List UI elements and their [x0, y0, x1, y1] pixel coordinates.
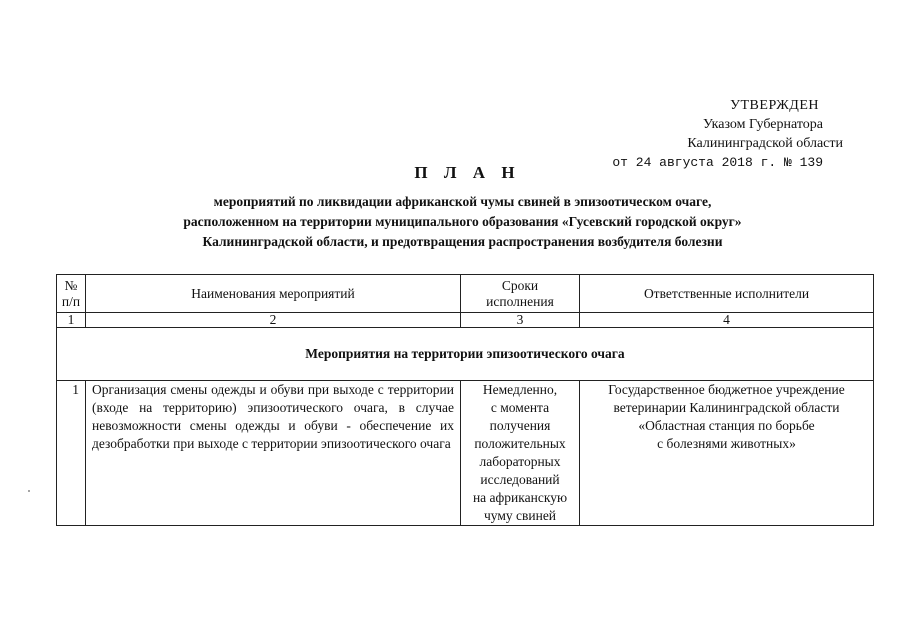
column-number: 2	[86, 313, 461, 328]
header-terms	[461, 275, 580, 313]
decree-label: Указом Губернатора	[702, 117, 823, 132]
scan-speck	[28, 490, 30, 492]
column-number: 4	[580, 313, 874, 328]
header-row	[57, 275, 874, 313]
subtitle-line: мероприятий по ликвидации африканской чумы свиней в эпизоотическом очаге,	[213, 194, 712, 209]
table-row	[57, 381, 874, 526]
subtitle-line: расположенном на территории муниципального образования «Гусевский городской округ»	[183, 214, 742, 229]
column-number-row	[57, 313, 874, 328]
header-responsible: Ответственные исполнители	[580, 275, 874, 313]
section-row	[57, 328, 874, 381]
row-activity: Организация смены одежды и обуви при выходе с территории (входе на территорию) эпизоотического очага, в случае невозможности смены одежды и обуви - обеспечение их дезобработки при выходе с территории эпизоотического очага	[86, 381, 461, 526]
header-num	[57, 275, 86, 313]
header-name: Наименования мероприятий	[86, 275, 461, 313]
responsible-line: с болезнями животных»	[657, 436, 796, 451]
section-title: Мероприятия на территории эпизоотического очага	[57, 328, 874, 381]
plan-table	[56, 274, 874, 526]
terms-line: положительных	[474, 436, 566, 451]
row-terms	[461, 381, 580, 526]
column-number: 1	[57, 313, 86, 328]
terms-line: на африканскую	[472, 490, 568, 505]
approval-block	[612, 96, 843, 172]
terms-line: лабораторных	[479, 454, 561, 469]
terms-line: с момента	[490, 400, 550, 415]
header-terms-line: Сроки	[501, 277, 539, 293]
terms-line: получения	[489, 418, 551, 433]
row-responsible	[580, 381, 874, 526]
region-label: Калининградской области	[687, 136, 843, 151]
approved-label: УТВЕРЖДЕН	[730, 98, 819, 113]
terms-line: исследований	[480, 472, 560, 487]
plan-title: П Л А Н	[414, 163, 521, 182]
header-num-line: №	[64, 277, 78, 293]
column-number: 3	[461, 313, 580, 328]
header-terms-line: исполнения	[486, 293, 554, 309]
responsible-line: «Областная станция по борьбе	[638, 418, 815, 433]
responsible-line: ветеринарии Калининградской области	[613, 400, 840, 415]
header-num-line: п/п	[61, 293, 81, 309]
plan-subtitle	[0, 192, 905, 252]
terms-line: чуму свиней	[483, 508, 557, 523]
subtitle-line: Калининградской области, и предотвращения распространения возбудителя болезни	[202, 234, 723, 249]
date-line: от 24 августа 2018 г. № 139	[612, 155, 823, 170]
terms-line: Немедленно,	[482, 382, 558, 397]
responsible-line: Государственное бюджетное учреждение	[608, 382, 845, 397]
row-number: 1	[57, 381, 86, 526]
